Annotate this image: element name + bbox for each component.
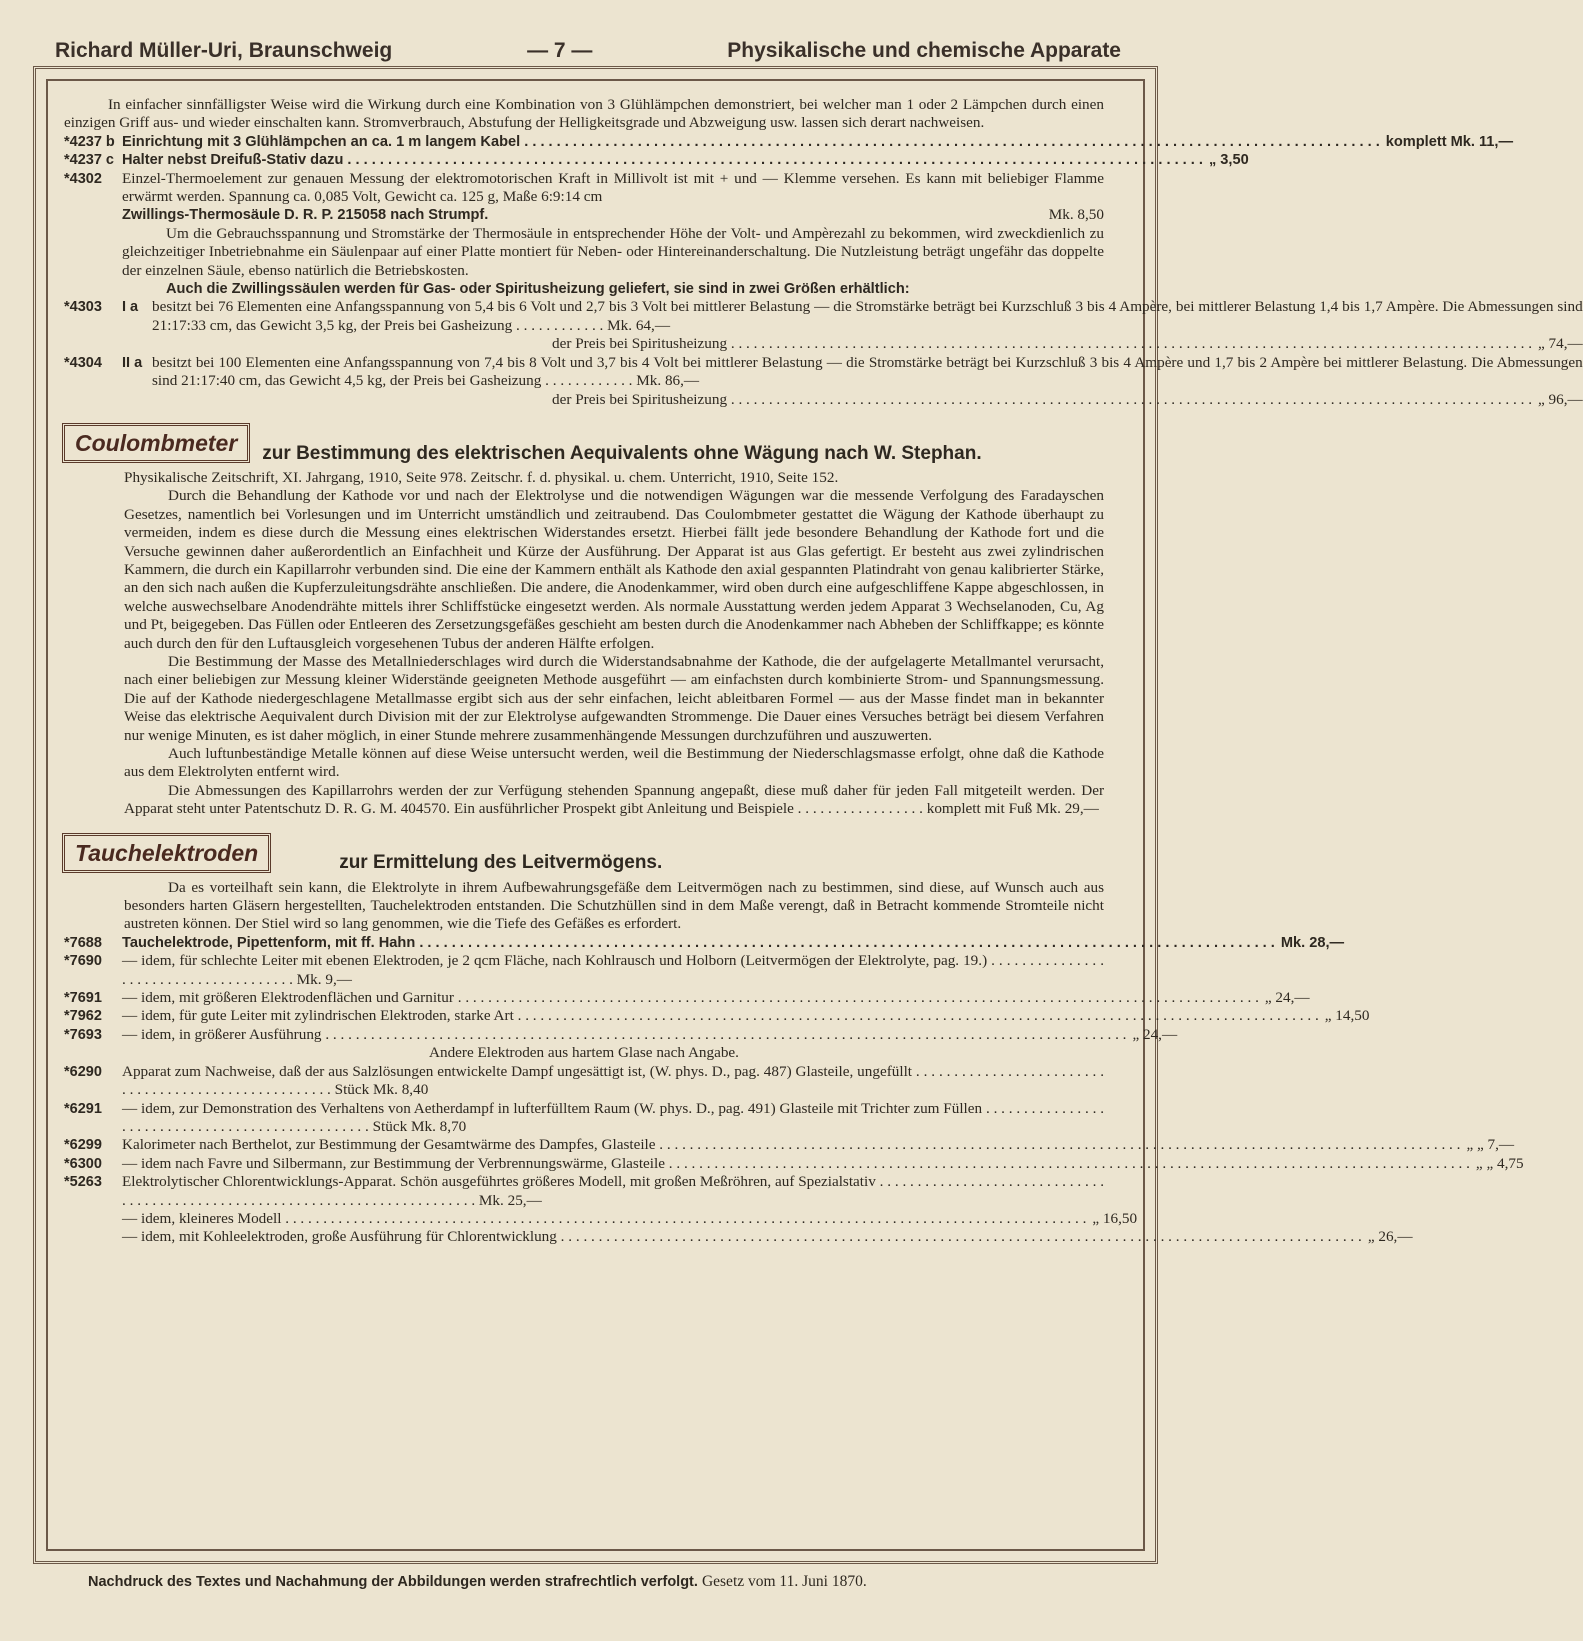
header-page-number: — 7 —	[527, 39, 593, 62]
item-number: *6300	[64, 1155, 102, 1172]
description-paragraph: Auch die Zwillingssäulen werden für Gas- oder Spiritusheizung geliefert, sie sind in zwei Größen erhältlich:	[166, 281, 910, 298]
item-number: *7693	[64, 1026, 102, 1043]
copyright-notice: Nachdruck des Textes und Nachahmung der Abbildungen werden strafrechtlich verfolgt.	[88, 1574, 698, 1590]
item-description: — idem, in größerer Ausführung . . .	[122, 1026, 1126, 1044]
item-price: „ 3,50	[1208, 152, 1249, 169]
item-number: *4237 b	[64, 133, 115, 150]
header-section-title: Physikalische und chemische Apparate	[727, 39, 1121, 62]
catalog-item: *6290 Apparat zum Nachweise, daß der aus Salzlösungen entwickelte Dampf ungesättigt ist, (W. phys. D., pag. 487) Glasteile, ungefüllt . . . . . . . . . . . . . . . . . . . . . . . . . . . . . . . . . . . . . . . . . . . . . . . . . . . . . Stück Mk. 8,40	[64, 1062, 1105, 1099]
catalog-item	[64, 1154, 1524, 1173]
item-description: Kalorimeter nach Berthelot, zur Bestimmung der Gesamtwärme des Dampfes, Glasteile . . .	[122, 1136, 1460, 1154]
item-number: *7962	[64, 1008, 102, 1025]
section-label-box: Coulombmeter	[62, 423, 250, 463]
item-number: *7688	[64, 934, 102, 951]
item-description: Elektrolytischer Chlorentwicklungs-Apparat. Schön ausgeführtes größeres Modell, mit großen Meßröhren, auf Spezialstativ	[122, 1173, 876, 1191]
item-price: Mk. 9,—	[296, 970, 352, 988]
section-body	[64, 469, 1104, 819]
catalog-item	[64, 1228, 1413, 1246]
item-description: — idem, mit größeren Elektrodenflächen und Garnitur . . .	[122, 989, 1259, 1007]
section-note: Andere Elektroden aus hartem Glase nach Angabe.	[429, 1044, 739, 1062]
item-price: Mk. 64,—	[607, 316, 671, 334]
item-price: Mk. 86,—	[636, 372, 700, 390]
description-paragraph: Da es vorteilhaft sein kann, die Elektrolyte in ihrem Aufbewahrungsgefäße dem Leitvermögen nach zu bestimmen, sind diese, auf Wunsch auch aus besonders harten Gläsern hergestellten, Tauchelektroden entstanden. Die Schutzhüllen sind in dem Maße verengt, daß in Betracht kommende Stromteile nicht austreten können. Der Stiel wird so lang genommen, wie die Tiefe des Gefäßes es erfordert.	[124, 878, 1104, 933]
catalog-item	[64, 133, 1514, 151]
catalog-item	[64, 1136, 1515, 1154]
item-description: Zwillings-Thermosäule D. R. P. 215058 nach Strumpf.	[122, 207, 489, 224]
description-paragraph: Durch die Behandlung der Kathode vor und nach der Elektrolyse und die notwendigen Wägungen war die messende Verfolgung des Faradayschen Gesetzes, namentlich bei Vorlesungen und im Unterricht umständlich und zeitraubend. Das Coulombmeter gestattet die Wägung der Kathode überhaupt zu vermeiden, indem es diese durch die Messung eines elektrischen Widerstandes ersetzt. Hierbei fällt jede besondere Behandlung der Kathode fort und die Versuche gewinnen daher außerordentlich an Einfachheit und Kürze der Ausführung. Der Apparat ist aus Glas gefertigt. Er besteht aus zwei zylindrischen Kammern, die durch ein Kapillarrohr verbunden sind. Die eine der Kammern enthält als Kathode den axial gespannten Platindraht von genau kalibrierter Stärke, an den sich nach außen die Kupferzuleitungsdrähte anschließen. Die andere, die Anodenkammer, wird oben durch eine aufgeschliffene Kappe abgeschlossen, in welche auswechselbare Anodendrähte mittels ihrer Schliffstücke eingesetzt werden. Als normale Ausstattung werden jedem Apparat 3 Wechselanoden, Cu, Ag und Pt, beigegeben. Das Füllen oder Entleeren des Zersetzungsgefäßes geschieht am besten durch die Anodenkammer nach Abheben der Schliffkappe; es könnte auch durch den für den Luftausgleich vorgesehenen Tubus der anderen Hälfte erfolgen.	[124, 487, 1104, 652]
item-price: komplett Mk. 11,—	[1385, 133, 1514, 150]
item-price: „ 24,—	[1264, 989, 1310, 1007]
catalog-item: *4303 I a besitzt bei 76 Elementen eine Anfangsspannung von 5,4 bis 6 Volt und 2,7 bis 3 Volt bei mittlerer Belastung — die Stromstärke beträgt bei Kurzschluß 3 bis 4 Ampère, bei mittlerer Belastung 1,4 bis 1,7 Ampère. Die Abmessungen sind 21:17:33 cm, das Gewicht 3,5 kg, der Preis bei Gasheizung . . . . . . . . . . . . Mk. 64,— der Preis bei Spiritusheizung . . . „ 74,—	[64, 298, 1104, 353]
description-paragraph: Die Abmessungen des Kapillarrohrs werden der zur Verfügung stehenden Spannung angepaßt, diese muß daher für jeden Fall mitgeteilt werden. Der Apparat steht unter Patentschutz D. R. G. M. 404570. Ein ausführlicher Prospekt gibt Anleitung und Beispiele . . . . . . . . . . . . . . . . . komplett mit Fuß Mk. 29,—	[124, 781, 1104, 818]
catalog-item	[64, 934, 1345, 952]
item-description: Tauchelektrode, Pipettenform, mit ff. Hahn . . .	[122, 934, 1275, 952]
item-description: — idem nach Favre und Silbermann, zur Bestimmung der Verbrennungswärme, Glasteile . . .	[122, 1155, 1470, 1173]
description-paragraph: Auch luftunbeständige Metalle können auf diese Weise untersucht werden, weil die Bestimmung der Niederschlagsmasse erfolgt, ohne daß die Kathode aus dem Elektrolyten entfernt wird.	[124, 745, 1104, 781]
item-price: „ 14,50	[1324, 1007, 1370, 1025]
catalog-content	[64, 96, 1583, 1247]
section-heading	[62, 833, 1104, 873]
law-reference: Gesetz vom 11. Juni 1870.	[701, 1573, 867, 1590]
item-number: *7690	[64, 953, 102, 970]
item-description: — idem, mit Kohleelektroden, große Ausführung für Chlorentwicklung . . .	[122, 1228, 1362, 1246]
item-description: — idem, zur Demonstration des Verhaltens von Aetherdampf in lufterfülltem Raum (W. phys. D., pag. 491) Glasteile mit Trichter zum Füllen	[122, 1099, 983, 1117]
item-price: Stück Mk. 8,70	[372, 1117, 467, 1135]
item-price: Stück Mk. 8,40	[334, 1081, 429, 1099]
item-price: „ „ 4,75	[1475, 1154, 1524, 1172]
catalog-item: *6291 — idem, zur Demonstration des Verhaltens von Aetherdampf in lufterfülltem Raum (W. phys. D., pag. 491) Glasteile mit Trichter zum Füllen . . . . . . . . . . . . . . . . . . . . . . . . . . . . . . . . . . . . . . . . . . . . . . . . . Stück Mk. 8,70	[64, 1099, 1105, 1135]
catalog-item: *5263 Elektrolytischer Chlorentwicklungs-Apparat. Schön ausgeführtes größeres Modell, mit großen Meßröhren, auf Spezialstativ . . . . . . . . . . . . . . . . . . . . . . . . . . . . . . . . . . . . . . . . . . . . . . . . . . . . . . . . . . . . . . . . . . . . . . . . . . . . . Mk. 25,—	[64, 1173, 1105, 1209]
item-description: der Preis bei Spiritusheizung . . .	[552, 391, 1532, 409]
catalog-item	[64, 1025, 1178, 1044]
item-price: „ 24,—	[1132, 1025, 1178, 1043]
catalog-item	[64, 989, 1310, 1007]
item-size: I a	[122, 299, 139, 316]
item-number: *4303	[64, 299, 102, 316]
item-price: „ 96,—	[1538, 390, 1583, 408]
item-description: — idem, kleineres Modell . . .	[122, 1210, 1086, 1228]
item-price: Mk. 25,—	[478, 1191, 542, 1209]
item-number: *6299	[64, 1137, 102, 1154]
item-description: — idem, für schlechte Leiter mit ebenen Elektroden, je 2 qcm Fläche, nach Kohlrausch und Holborn (Leitvermögen der Elektrolyte, pag. 19.)	[122, 952, 988, 970]
section-title: zur Bestimmung des elektrischen Aequivalents ohne Wägung nach W. Stephan.	[262, 442, 982, 464]
intro-paragraph: In einfacher sinnfälligster Weise wird die Wirkung durch eine Kombination von 3 Glühlämpchen demonstriert, bei welcher man 1 oder 2 Lämpchen durch einen einzigen Griff aus- und wieder einschalten kann. Stromverbrauch, Abstufung der Helligkeitsgrade und Abzweigung usw. lassen sich derart nachweisen.	[64, 96, 1104, 132]
item-number: *4304	[64, 354, 102, 371]
item-description: Einzel-Thermoelement zur genauen Messung der elektromotorischen Kraft in Millivolt ist mit + und — Klemme versehen. Es kann mit beliebiger Flamme erwärmt werden. Spannung ca. 0,085 Volt, Gewicht ca. 125 g, Maße 6:9:14 cm	[122, 169, 1104, 206]
item-number: *4237 c	[64, 152, 114, 169]
item-number: *6291	[64, 1100, 102, 1117]
description-paragraph: Die Bestimmung der Masse des Metallniederschlages wird durch die Widerstandsabnahme der Kathode, die der aufgelagerte Metallmantel verursacht, nach einer beliebigen zur Messung kleiner Widerstände geeigneten Methode ausgeführt — am einfachsten durch kombinierte Strom- und Spannungsmessung. Die auf der Kathode niedergeschlagene Metallmasse ergibt sich aus der sehr einfachen, leicht ableitbaren Formel — aus der Masse findet man in bekannter Weise das elektrische Aequivalent durch Division mit der zur Elektrolyse aufgewandten Strommenge. Die Dauer eines Versuches beträgt bei diesem Verfahren nur wenige Minuten, es ist daher möglich, in einer Stunde mehrere zusammenhängende Messungen durchzuführen und auszuwerten.	[124, 652, 1104, 744]
item-price: Mk. 28,—	[1280, 934, 1345, 951]
item-description: Einrichtung mit 3 Glühlämpchen an ca. 1 m langem Kabel . . .	[122, 133, 1380, 151]
page-header	[55, 34, 1121, 68]
item-price: „ 74,—	[1538, 335, 1583, 353]
catalog-item: *7690 — idem, für schlechte Leiter mit ebenen Elektroden, je 2 qcm Fläche, nach Kohlrausch und Holborn (Leitvermögen der Elektrolyte, pag. 19.) . . . . . . . . . . . . . . . . . . . . . . . . . . . . . . . . . . . . . . Mk. 9,—	[64, 952, 1104, 988]
item-price: „ 16,50	[1092, 1209, 1138, 1227]
catalog-item	[64, 1209, 1138, 1228]
catalog-item: *4304 II a besitzt bei 100 Elementen eine Anfangsspannung von 7,4 bis 8 Volt und 3,7 bis 4 Volt bei mittlerer Belastung — die Stromstärke beträgt bei Kurzschluß 3 bis 4 Ampère und 1,7 bis 2 Ampère bei mittlerer Belastung. Die Abmessungen sind 21:17:40 cm, das Gewicht 4,5 kg, der Preis bei Gasheizung . . . . . . . . . . . . Mk. 86,— der Preis bei Spiritusheizung . . . „ 96,—	[64, 354, 1104, 409]
section-heading	[62, 423, 1104, 463]
item-number: *5263	[64, 1174, 102, 1191]
catalog-item	[64, 1007, 1370, 1025]
description-paragraph: Um die Gebrauchsspannung und Stromstärke der Thermosäule in entsprechender Höhe der Volt- und Ampèrezahl zu bekommen, wird zweckdienlich zu gleichzeitiger Inbetriebnahme ein Säulenpaar auf einer Platte montiert für Neben- oder Hintereinanderschaltung. Die Nutzleistung beträgt ungefähr das doppelte der einzelnen Säule, ebenso natürlich die Betriebskosten.	[122, 224, 1104, 279]
item-description: Halter nebst Dreifuß-Stativ dazu . . .	[122, 151, 1203, 169]
item-description: — idem, für gute Leiter mit zylindrischen Elektroden, starke Art . . .	[122, 1007, 1319, 1025]
item-price: komplett mit Fuß Mk. 29,—	[926, 800, 1099, 818]
item-number: *4302	[64, 170, 102, 187]
reference-line: Physikalische Zeitschrift, XI. Jahrgang, 1910, Seite 978. Zeitschr. f. d. physikal. u. chem. Unterricht, 1910, Seite 152.	[124, 468, 839, 486]
section-title: zur Ermittelung des Leitvermögens.	[339, 852, 663, 874]
item-size: II a	[122, 354, 143, 371]
item-description: Apparat zum Nachweise, daß der aus Salzlösungen entwickelte Dampf ungesättigt ist, (W. phys. D., pag. 487) Glasteile, ungefüllt	[122, 1062, 913, 1080]
page-footer	[88, 1573, 1088, 1591]
item-price: Mk. 8,50	[1048, 206, 1104, 224]
item-description: der Preis bei Spiritusheizung . . .	[552, 335, 1532, 353]
item-price: „ 26,—	[1367, 1228, 1413, 1246]
item-description: besitzt bei 100 Elementen eine Anfangsspannung von 7,4 bis 8 Volt und 3,7 bis 4 Volt bei mittlerer Belastung — die Stromstärke beträgt bei Kurzschluß 3 bis 4 Ampère und 1,7 bis 2 Ampère bei mittlerer Belastung. Die Abmessungen sind 21:17:40 cm, das Gewicht 4,5 kg, der Preis bei Gasheizung	[152, 353, 1583, 390]
catalog-item	[64, 206, 1104, 224]
section-label-box: Tauchelektroden	[62, 833, 271, 873]
item-description: besitzt bei 76 Elementen eine Anfangsspannung von 5,4 bis 6 Volt und 2,7 bis 3 Volt bei mittlerer Belastung — die Stromstärke beträgt bei Kurzschluß 3 bis 4 Ampère, bei mittlerer Belastung 1,4 bis 1,7 Ampère. Die Abmessungen sind 21:17:33 cm, das Gewicht 3,5 kg, der Preis bei Gasheizung	[152, 298, 1583, 334]
item-number: *7691	[64, 990, 102, 1007]
catalog-item	[64, 170, 1104, 207]
catalog-item	[64, 151, 1249, 169]
item-price: „ „ 7,—	[1466, 1136, 1515, 1154]
item-number: *6290	[64, 1063, 102, 1080]
header-company: Richard Müller-Uri, Braunschweig	[55, 39, 393, 62]
